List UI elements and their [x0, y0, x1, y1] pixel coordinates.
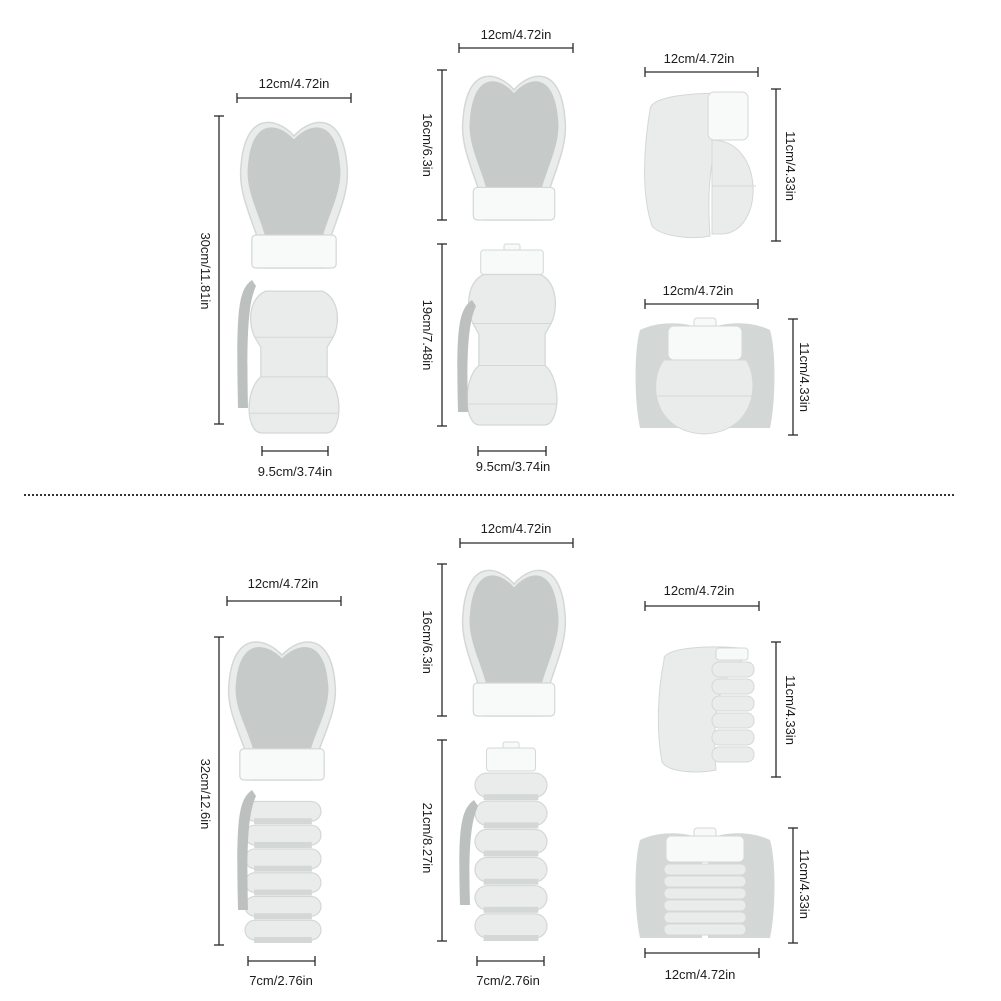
- folded-rib: [664, 888, 746, 899]
- top-folded-side-product: [645, 92, 756, 238]
- top-full-bottle-width-bottom-label: 9.5cm/3.74in: [257, 464, 333, 479]
- bottle-rib: [475, 829, 547, 853]
- top-full-bottle-height-label: 30cm/11.81in: [198, 232, 213, 310]
- folded-rib: [712, 679, 754, 694]
- bottom-bowl-height-label: 16cm/6.3in: [420, 610, 435, 674]
- bottom-bottle-width-label: 7cm/2.76in: [476, 973, 540, 988]
- top-folded-front-height-label: 11cm/4.33in: [797, 342, 812, 412]
- folded-rib: [664, 924, 746, 935]
- top-full-bottle-body: [249, 291, 339, 433]
- bottom-bottle-height-line: [437, 740, 447, 941]
- bottom-folded-side-height-line: [771, 642, 781, 777]
- folded-rib: [664, 876, 746, 887]
- top-bowl-width-line: [459, 43, 573, 53]
- bottom-bottle-part: [475, 742, 547, 941]
- top-folded-side-height-line: [771, 89, 781, 241]
- top-folded-side-width-label: 12cm/4.72in: [663, 51, 735, 66]
- bottom-bowl-width-line: [460, 538, 573, 548]
- bottle-rib: [475, 801, 547, 825]
- folded-rib: [712, 662, 754, 677]
- bottom-full-bottle-width-top-label: 12cm/4.72in: [247, 576, 319, 591]
- top-folded-side-height-label: 11cm/4.33in: [783, 131, 798, 201]
- bottom-full-bottle-height-label: 32cm/12.6in: [198, 758, 213, 830]
- top-folded-side-width-line: [645, 67, 758, 77]
- bottom-bowl-part: [463, 570, 566, 716]
- top-folded-front-width-label: 12cm/4.72in: [662, 283, 734, 298]
- bottom-bowl-height-line: [437, 564, 447, 716]
- top-full-bottle-height-line: [214, 116, 224, 424]
- top-bottle-height-line: [437, 244, 447, 426]
- folded-rib: [664, 912, 746, 923]
- bottom-full-bottle-body: [245, 801, 321, 943]
- bottom-full-bottle-width-bottom-label: 7cm/2.76in: [249, 973, 313, 988]
- folded-rib: [712, 713, 754, 728]
- bottom-folded-side-product: [658, 647, 754, 772]
- folded-rib: [712, 747, 754, 762]
- bottom-full-bottle-width-bottom-line: [248, 956, 315, 966]
- bottom-full-bottle-height-line: [214, 637, 224, 945]
- folded-rib: [712, 696, 754, 711]
- bottom-bowl-width-label: 12cm/4.72in: [480, 521, 552, 536]
- bottom-folded-front-width-label: 12cm/4.72in: [664, 967, 736, 982]
- top-bottle-part: [467, 244, 557, 425]
- top-full-bottle-width-bottom-line: [262, 446, 328, 456]
- top-bottle-width-label: 9.5cm/3.74in: [475, 459, 551, 474]
- top-bowl-height-label: 16cm/6.3in: [420, 113, 435, 177]
- bottom-folded-side-width-line: [645, 601, 759, 611]
- top-bottle-width-line: [478, 446, 546, 456]
- folded-rib: [664, 900, 746, 911]
- top-folded-front-width-line: [645, 299, 758, 309]
- bottom-bottle-width-line: [477, 956, 544, 966]
- bottom-folded-front-product: [636, 828, 775, 938]
- top-folded-front-product: [636, 318, 775, 434]
- bottom-folded-side-width-label: 12cm/4.72in: [663, 583, 735, 598]
- top-bowl-height-line: [437, 70, 447, 220]
- top-bowl-part: [463, 76, 566, 220]
- top-bowl-width-label: 12cm/4.72in: [480, 27, 552, 42]
- bottom-full-bottle-width-top-line: [227, 596, 341, 606]
- bottle-rib: [475, 914, 547, 938]
- bottle-rib: [475, 773, 547, 797]
- folded-rib: [712, 730, 754, 745]
- bottom-folded-front-width-line: [645, 948, 759, 958]
- bottom-full-bottle-bowl: [229, 642, 336, 780]
- bottle-rib: [475, 886, 547, 910]
- top-full-bottle-bowl: [241, 122, 348, 268]
- top-full-bottle-width-top-label: 12cm/4.72in: [258, 76, 330, 91]
- bottom-folded-front-height-label: 11cm/4.33in: [797, 849, 812, 919]
- bottom-bottle-height-label: 21cm/8.27in: [420, 802, 435, 874]
- products: [229, 76, 775, 943]
- folded-rib: [664, 864, 746, 875]
- bottle-rib: [475, 858, 547, 882]
- top-bottle-height-label: 19cm/7.48in: [420, 299, 435, 371]
- section-divider: [24, 494, 954, 496]
- top-full-bottle-width-top-line: [237, 93, 351, 103]
- bottom-folded-side-height-label: 11cm/4.33in: [783, 675, 798, 745]
